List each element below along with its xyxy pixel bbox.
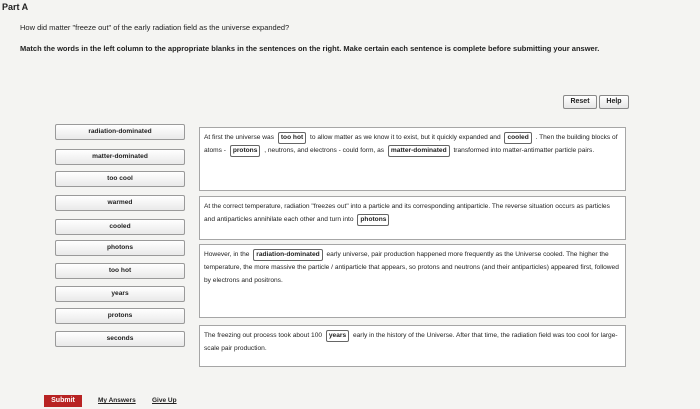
- word-tile-radiation-dominated[interactable]: radiation-dominated: [55, 124, 185, 140]
- reset-button[interactable]: Reset: [563, 95, 597, 109]
- word-tile-too-hot[interactable]: too hot: [55, 263, 185, 279]
- my-answers-link[interactable]: My Answers: [98, 397, 136, 404]
- sentence-text: to allow matter as we know it to exist, but it quickly expanded and: [310, 134, 501, 141]
- answer-blank[interactable]: photons: [357, 214, 389, 226]
- help-button[interactable]: Help: [599, 95, 629, 109]
- sentence-text: transformed into matter-antimatter particle pairs.: [453, 147, 595, 154]
- sentence-text: . Then the building blocks of atoms -: [204, 134, 618, 154]
- answer-blank[interactable]: years: [326, 330, 349, 342]
- answer-blank[interactable]: too hot: [278, 132, 306, 144]
- word-tile-matter-dominated[interactable]: matter-dominated: [55, 149, 185, 165]
- word-tile-photons[interactable]: photons: [55, 240, 185, 256]
- word-tile-warmed[interactable]: warmed: [55, 195, 185, 211]
- answer-blank[interactable]: matter-dominated: [388, 145, 450, 157]
- sentence-text: early in the history of the Universe. After that time, the radiation field was too cool for large-scale pair production.: [204, 332, 618, 352]
- answer-blank[interactable]: radiation-dominated: [253, 249, 322, 261]
- word-tile-seconds[interactable]: seconds: [55, 331, 185, 347]
- instructions-text: Match the words in the left column to the appropriate blanks in the sentences on the right. Make certain each sentence is complete before submitting your answer.: [20, 44, 600, 53]
- word-tile-cooled[interactable]: cooled: [55, 219, 185, 235]
- word-tile-protons[interactable]: protons: [55, 308, 185, 324]
- sentence-3: [199, 244, 626, 318]
- sentence-text: , neutrons, and electrons - could form, as: [264, 147, 385, 154]
- submit-button[interactable]: Submit: [44, 395, 82, 407]
- sentence-text: However, in the: [204, 251, 250, 258]
- sentence-text: early universe, pair production happened more frequently as the Universe cooled. The higher the temperature, the more massive the particle / antiparticle that appears, so protons and neutrons (and their antiparticles) appeared first, followed by electrons and positrons.: [204, 251, 619, 284]
- answer-blank[interactable]: cooled: [504, 132, 531, 144]
- sentence-text: At the correct temperature, radiation "freezes out" into a particle and its corresponding antiparticle. The reverse situation occurs as particles and antiparticles annihilate each other and turn into: [204, 203, 610, 223]
- sentence-4: [199, 325, 626, 367]
- sentence-1: [199, 127, 626, 191]
- give-up-link[interactable]: Give Up: [152, 397, 177, 404]
- word-tile-too-cool[interactable]: too cool: [55, 171, 185, 187]
- answer-blank[interactable]: protons: [230, 145, 261, 157]
- sentence-text: The freezing out process took about 100: [204, 332, 323, 339]
- sentence-text: At first the universe was: [204, 134, 274, 141]
- sentence-2: [199, 196, 626, 240]
- part-title: Part A: [2, 2, 29, 12]
- question-text: How did matter "freeze out" of the early radiation field as the universe expanded?: [20, 23, 290, 32]
- word-tile-years[interactable]: years: [55, 286, 185, 302]
